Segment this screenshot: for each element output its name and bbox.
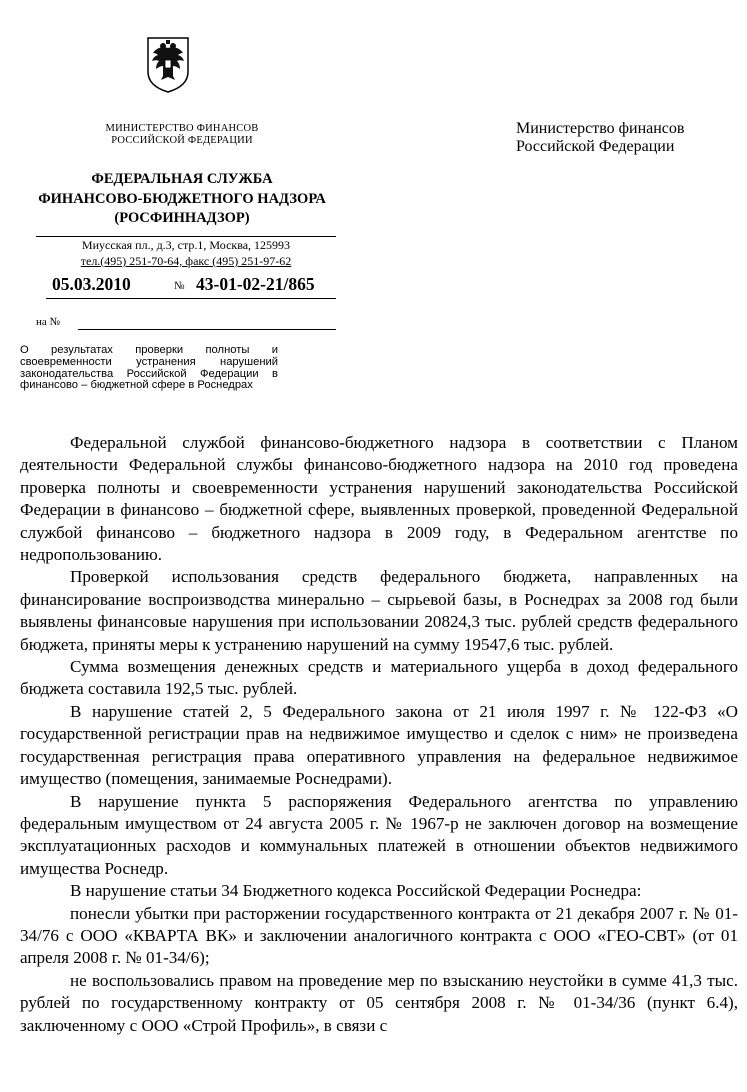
number-underline	[140, 298, 336, 299]
addressee-line: Российской Федерации	[516, 138, 675, 155]
body-paragraph: В нарушение статьи 34 Бюджетного кодекса Российской Федерации Роснедра:	[70, 881, 642, 901]
service-line: (РОСФИННАДЗОР)	[114, 210, 250, 226]
registration-row	[52, 274, 342, 296]
body-paragraph: Сумма возмещения денежных средств и материального ущерба в доход федерального бюджета составила 192,5 тыс. рублей.	[20, 657, 738, 699]
ministry-line: РОССИЙСКОЙ ФЕДЕРАЦИИ	[111, 135, 253, 146]
letter-body	[20, 432, 738, 1037]
address-line: Миусская пл., д.3, стр.1, Москва, 125993	[81, 238, 291, 252]
russian-coat-of-arms-icon	[146, 36, 190, 94]
addressee	[516, 120, 736, 156]
service-line: ФИНАНСОВО-БЮДЖЕТНОГО НАДЗОРА	[38, 190, 326, 207]
date-underline	[46, 298, 146, 299]
address-block	[36, 237, 336, 269]
reference-label: на №	[36, 316, 61, 328]
body-paragraph: В нарушение пункта 5 распоряжения Федерального агентства по управлению федеральным имуществом от 24 августа 2005 г. № 1967-р не заключен договор на возмещение эксплуатационных расходов и коммунальных платежей в отношении объектов недвижимого имущества Роснедр.	[20, 791, 738, 878]
body-paragraph: В нарушение статей 2, 5 Федерального закона от 21 июля 1997 г. № 122-ФЗ «О государственной регистрации прав на недвижимое имущество и сделок с ним» не произведена государственная регистрация права оперативного управления на федеральное недвижимое имущество (помещения, занимаемые Роснедрами).	[20, 701, 738, 789]
reference-row	[36, 316, 336, 332]
number-sign: №	[174, 280, 185, 292]
service-line: ФЕДЕРАЛЬНАЯ СЛУЖБА	[91, 171, 273, 187]
letter-subject: О результатах проверки полноты и своевременности устранения нарушений законодательства Российской Федерации в финансово – бюджетной сфере в Роснедрах	[20, 344, 278, 392]
ministry-name-small	[92, 123, 272, 147]
registration-number: 43-01-02-21/865	[196, 274, 315, 294]
ministry-line: МИНИСТЕРСТВО ФИНАНСОВ	[105, 123, 259, 134]
registration-date: 05.03.2010	[52, 274, 131, 294]
phones-line: тел.(495) 251-70-64, факс (495) 251-97-62	[80, 254, 292, 268]
body-paragraph: не воспользовались правом на проведение мер по взысканию неустойки в сумме 41,3 тыс. рублей по государственному контракту от 05 сентября 2008 г. № 01-34/36 (пункт 6.4), заключенному с ООО «Строй Профиль», в связи с	[20, 970, 738, 1035]
body-paragraph: понесли убытки при расторжении государственного контракта от 21 декабря 2007 г. № 01-34/76 с ООО «КВАРТА ВК» и заключении аналогичного контракта с ООО «ГЕО-СВТ» (от 01 апреля 2008 г. № 01-34/6);	[20, 903, 738, 968]
service-name	[22, 170, 342, 229]
addressee-line: Министерство финансов	[516, 120, 685, 137]
reference-underline	[78, 329, 336, 330]
body-paragraph: Федеральной службой финансово-бюджетного надзора в соответствии с Планом деятельности Федеральной службы финансово-бюджетного надзора на 2010 год проведена проверка полноты и своевременности устранения нарушений законодательства Российской Федерации в финансово – бюджетной сфере, выявленных проверкой, проведенной Федеральной службой финансово – бюджетного надзора в 2009 году, в Федеральном агентстве по недропользованию.	[20, 433, 738, 565]
body-paragraph: Проверкой использования средств федерального бюджета, направленных на финансирование воспроизводства минерально – сырьевой базы, в Роснедрах за 2008 год были выявлены финансовые нарушения при использовании 20824,3 тыс. рублей средств федерального бюджета, приняты меры к устранению нарушений на сумму 19547,6 тыс. рублей.	[20, 567, 738, 654]
